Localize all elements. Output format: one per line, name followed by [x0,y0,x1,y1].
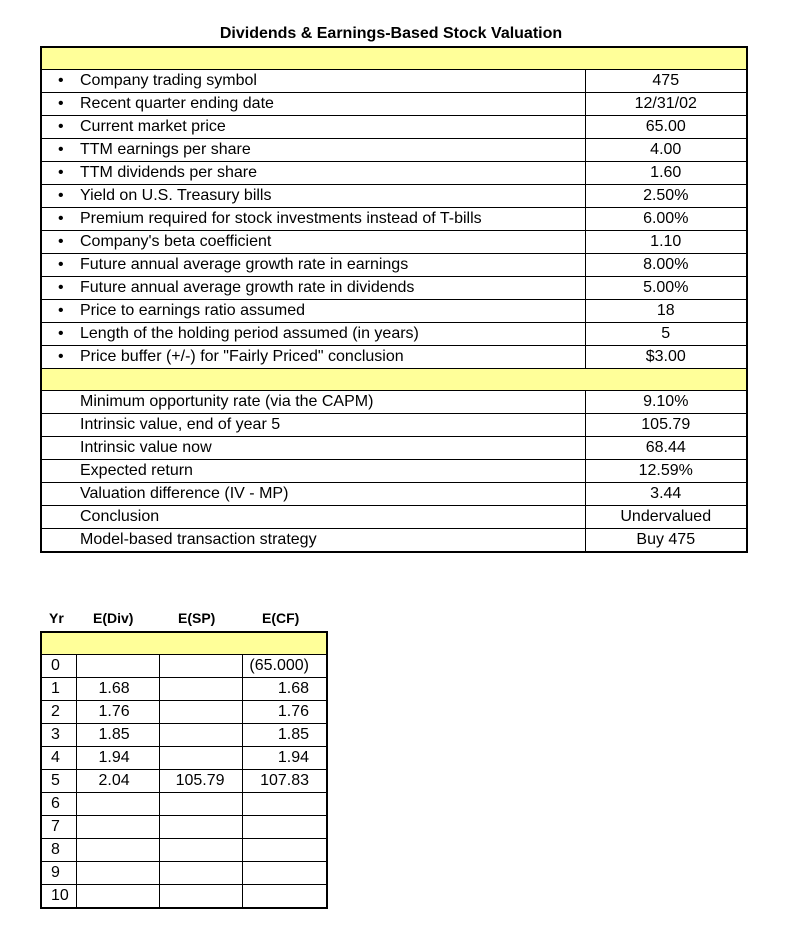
input-label: Company's beta coefficient [80,233,272,250]
cashflow-cf-cell[interactable]: (65.000) [242,655,327,678]
cashflow-sp-cell[interactable] [159,724,242,747]
input-label-cell [41,231,585,254]
input-value[interactable]: 1.60 [585,162,747,185]
bullet-icon: • [58,141,64,158]
output-value: 3.44 [585,483,747,506]
input-label-cell [41,346,585,369]
input-label-cell [41,162,585,185]
cashflow-cf-cell[interactable]: 1.85 [242,724,327,747]
output-row [41,391,747,414]
input-value[interactable]: 6.00% [585,208,747,231]
input-label: Current market price [80,118,226,135]
output-value: 68.44 [585,437,747,460]
output-value: Undervalued [585,506,747,529]
bullet-icon: • [58,187,64,204]
output-label: Intrinsic value, end of year 5 [41,414,585,437]
bullet-icon: • [58,72,64,89]
bullet-icon: • [58,95,64,112]
output-row [41,414,747,437]
cashflow-yr-cell[interactable]: 8 [41,839,76,862]
input-label: Future annual average growth rate in earnings [80,256,409,273]
header-yr: Yr [49,610,64,626]
cashflow-div-cell[interactable]: 2.04 [76,770,159,793]
input-row [41,254,747,277]
input-label: Length of the holding period assumed (in years) [80,325,419,342]
input-label: Company trading symbol [80,72,257,89]
output-label: Conclusion [41,506,585,529]
cashflow-cf-cell[interactable] [242,885,327,909]
output-value: 9.10% [585,391,747,414]
input-label: Premium required for stock investments instead of T-bills [80,210,482,227]
output-row [41,483,747,506]
cashflow-cf-cell[interactable]: 107.83 [242,770,327,793]
cashflow-yr-cell[interactable]: 7 [41,816,76,839]
cashflow-row [41,678,327,701]
input-value[interactable]: $3.00 [585,346,747,369]
input-label-cell [41,254,585,277]
input-label: Price buffer (+/-) for "Fairly Priced" conclusion [80,348,404,365]
input-row [41,323,747,346]
input-label: Future annual average growth rate in dividends [80,279,415,296]
header-div: E(Div) [93,610,134,626]
input-label-cell [41,300,585,323]
output-label: Minimum opportunity rate (via the CAPM) [41,391,585,414]
output-label: Valuation difference (IV - MP) [41,483,585,506]
input-row [41,346,747,369]
cashflow-sp-cell[interactable] [159,678,242,701]
cashflow-sp-cell[interactable] [159,862,242,885]
output-section-header [41,369,747,391]
input-label: TTM earnings per share [80,141,251,158]
input-row [41,162,747,185]
input-value[interactable]: 12/31/02 [585,93,747,116]
bullet-icon: • [58,256,64,273]
input-label-cell [41,185,585,208]
cashflow-div-cell[interactable]: 1.94 [76,747,159,770]
cashflow-sp-cell[interactable] [159,839,242,862]
input-label: Recent quarter ending date [80,95,274,112]
output-value: Buy 475 [585,529,747,553]
bullet-icon: • [58,348,64,365]
cashflow-yr-cell[interactable]: 5 [41,770,76,793]
input-value[interactable]: 18 [585,300,747,323]
cashflow-yr-cell[interactable]: 4 [41,747,76,770]
cashflow-div-cell[interactable]: 1.76 [76,701,159,724]
bullet-icon: • [58,325,64,342]
cashflow-row [41,770,327,793]
output-value: 105.79 [585,414,747,437]
bullet-icon: • [58,302,64,319]
cashflow-div-cell[interactable] [76,793,159,816]
output-value: 12.59% [585,460,747,483]
page-title: Dividends & Earnings-Based Stock Valuation [219,25,563,42]
valuation-table [40,46,748,553]
input-row [41,277,747,300]
input-row [41,70,747,93]
input-value[interactable]: 2.50% [585,185,747,208]
output-row [41,437,747,460]
input-value[interactable]: 1.10 [585,231,747,254]
cashflow-row [41,862,327,885]
input-section-header-cell [41,47,747,70]
cashflow-sp-cell[interactable] [159,701,242,724]
input-label-cell [41,323,585,346]
input-row [41,300,747,323]
cashflow-row [41,839,327,862]
input-value[interactable]: 8.00% [585,254,747,277]
input-label-cell [41,139,585,162]
cashflow-yr-cell[interactable]: 1 [41,678,76,701]
input-label-cell [41,277,585,300]
input-label-cell [41,116,585,139]
cashflow-cf-cell[interactable]: 1.68 [242,678,327,701]
cashflow-sp-cell[interactable]: 105.79 [159,770,242,793]
header-sp: E(SP) [178,610,216,626]
cashflow-sp-cell[interactable] [159,747,242,770]
input-value[interactable]: 4.00 [585,139,747,162]
output-row [41,506,747,529]
output-label: Expected return [41,460,585,483]
cashflow-div-cell[interactable] [76,885,159,909]
input-label: Yield on U.S. Treasury bills [80,187,272,204]
cashflow-yr-cell[interactable]: 10 [41,885,76,909]
header-cf: E(CF) [262,610,300,626]
cashflow-div-cell[interactable] [76,816,159,839]
output-row [41,529,747,553]
cashflow-sp-cell[interactable] [159,793,242,816]
bullet-icon: • [58,279,64,296]
cashflow-yr-cell[interactable]: 0 [41,655,76,678]
input-value[interactable]: 5 [585,323,747,346]
output-row [41,460,747,483]
bullet-icon: • [58,164,64,181]
input-value[interactable]: 5.00% [585,277,747,300]
input-row [41,93,747,116]
input-value[interactable]: 65.00 [585,116,747,139]
input-row [41,185,747,208]
input-label-cell [41,70,585,93]
cashflow-row [41,885,327,909]
input-row [41,116,747,139]
cashflow-row [41,747,327,770]
bullet-icon: • [58,233,64,250]
cashflow-div-cell[interactable] [76,655,159,678]
cashflow-row [41,793,327,816]
cashflow-cf-cell[interactable]: 1.76 [242,701,327,724]
bullet-icon: • [58,210,64,227]
cashflow-row [41,724,327,747]
cashflow-div-cell[interactable] [76,862,159,885]
input-row [41,208,747,231]
cashflow-sp-cell[interactable] [159,816,242,839]
cashflow-yr-cell[interactable]: 3 [41,724,76,747]
output-label: Intrinsic value now [41,437,585,460]
cashflow-table [40,631,328,909]
output-label: Model-based transaction strategy [41,529,585,553]
cashflow-sp-cell[interactable] [159,885,242,909]
input-label: Price to earnings ratio assumed [80,302,305,319]
cashflow-div-cell[interactable]: 1.68 [76,678,159,701]
input-label-cell [41,93,585,116]
cashflow-row [41,701,327,724]
bullet-icon: • [58,118,64,135]
cashflow-cf-cell[interactable]: 1.94 [242,747,327,770]
cashflow-cf-cell[interactable] [242,793,327,816]
cashflow-yr-cell[interactable]: 9 [41,862,76,885]
input-label-cell [41,208,585,231]
cashflow-yr-cell[interactable]: 2 [41,701,76,724]
input-label: TTM dividends per share [80,164,257,181]
cashflow-section-header [41,632,327,655]
cashflow-row [41,816,327,839]
cashflow-cf-cell[interactable] [242,839,327,862]
cashflow-cf-cell[interactable] [242,862,327,885]
input-row [41,231,747,254]
cashflow-section-header-cell [41,632,327,655]
input-row [41,139,747,162]
output-section-header-cell [41,369,747,391]
cashflow-yr-cell[interactable]: 6 [41,793,76,816]
cashflow-div-cell[interactable]: 1.85 [76,724,159,747]
input-section-header [41,47,747,70]
input-value[interactable]: 475 [585,70,747,93]
cashflow-sp-cell[interactable] [159,655,242,678]
cashflow-row [41,655,327,678]
cashflow-div-cell[interactable] [76,839,159,862]
cashflow-cf-cell[interactable] [242,816,327,839]
